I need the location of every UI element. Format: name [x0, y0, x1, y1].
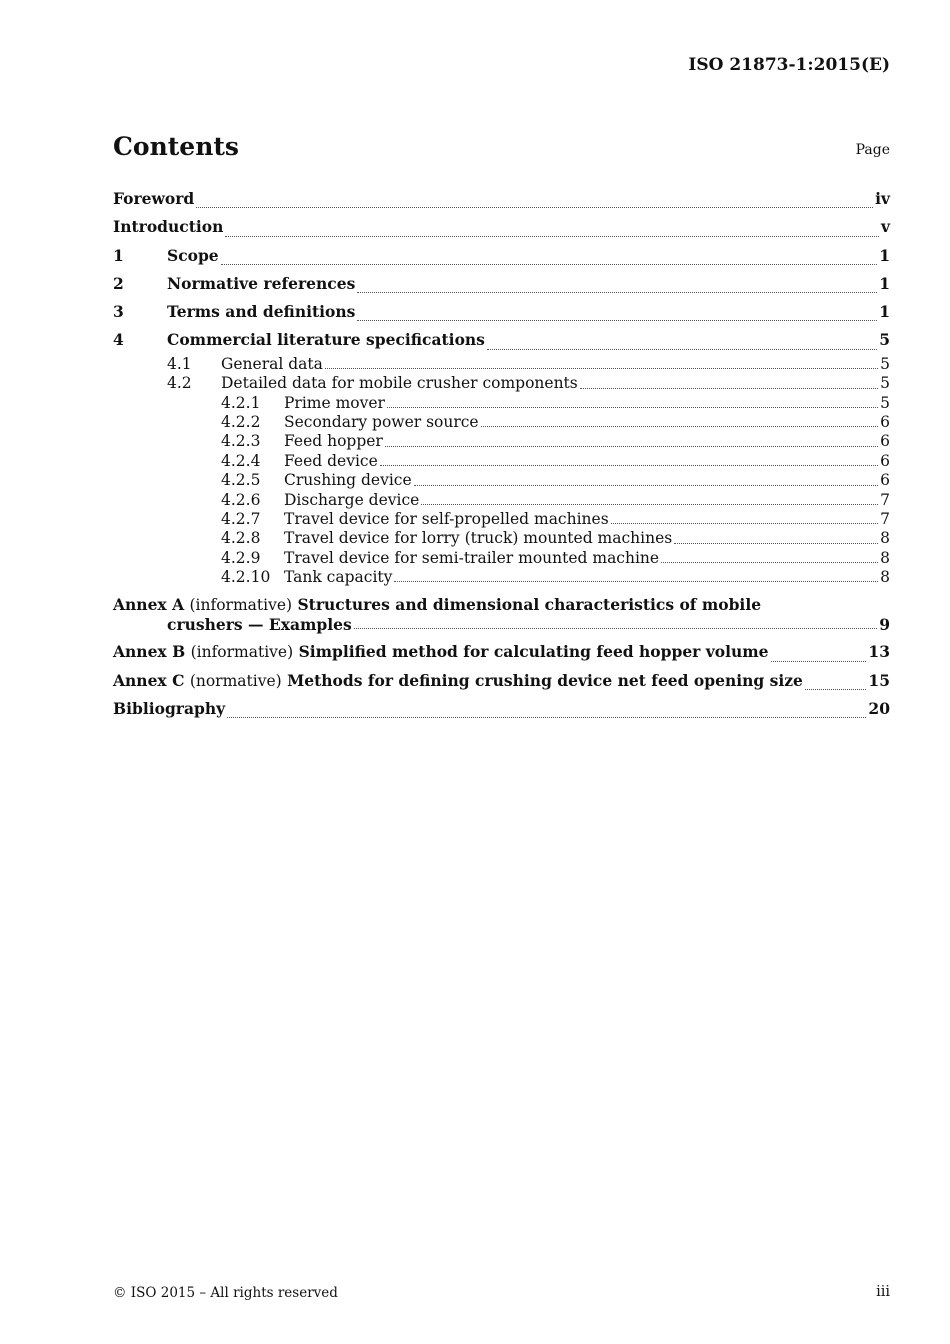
toc-entry-page: 1: [879, 245, 890, 265]
toc-leader-dots: [481, 425, 879, 427]
toc-entry-title: Travel device for semi-trailer mounted machine: [284, 548, 660, 567]
toc-entry-page: 5: [880, 374, 890, 393]
toc-leader-dots: [414, 484, 878, 486]
toc-entry-tank-capacity[interactable]: [113, 568, 890, 587]
page-title: Contents: [113, 132, 240, 161]
toc-entry-title: Travel device for lorry (truck) mounted machines: [284, 529, 673, 548]
toc-leader-dots: [421, 503, 878, 505]
toc-entry-number: 4.2.3: [221, 432, 261, 451]
toc-leader-dots: [357, 291, 877, 293]
toc-entry-travel-semi-trailer[interactable]: [113, 549, 890, 568]
toc-entry-title: Scope: [167, 245, 219, 265]
toc-entry-annex-a[interactable]: [113, 595, 890, 634]
toc-entry-page: 9: [879, 614, 890, 634]
toc-entry-page: 6: [880, 412, 890, 431]
annex-label: Annex C: [113, 670, 185, 690]
toc-entry-page: 1: [879, 273, 890, 293]
toc-entry-page: 5: [880, 393, 890, 412]
toc-entry-number: 3: [113, 302, 124, 322]
toc-entry-title: Discharge device: [284, 490, 420, 509]
toc-entry-annex-c[interactable]: [113, 667, 890, 695]
toc-leader-dots: [196, 206, 873, 208]
toc-entry-title: Tank capacity: [284, 568, 393, 587]
toc-entry-number: 4.2.8: [221, 529, 261, 548]
toc-entry-number: 4.2.10: [221, 568, 271, 587]
toc-entry-title: Foreword: [113, 189, 195, 208]
toc-entry-title: Travel device for self-propelled machines: [284, 509, 609, 528]
toc-entry-number: 4: [113, 330, 124, 350]
toc-leader-dots: [227, 716, 866, 718]
toc-entry-page: 8: [880, 548, 890, 567]
toc-entry-secondary-power-source[interactable]: [113, 413, 890, 432]
toc-leader-dots: [357, 319, 877, 321]
annex-title: Methods for defining crushing device net feed opening size: [287, 670, 803, 690]
toc-entry-normative-references[interactable]: [113, 270, 890, 298]
toc-entry-feed-device[interactable]: [113, 452, 890, 471]
toc-entry-title: General data: [221, 354, 323, 373]
annex-title: Simplified method for calculating feed hopper volume: [298, 642, 769, 662]
toc-entry-page: 1: [879, 302, 890, 322]
footer-copyright: © ISO 2015 – All rights reserved: [113, 1285, 338, 1301]
table-of-contents: [113, 185, 890, 723]
toc-entry-title: Commercial literature specifications: [167, 330, 485, 350]
toc-entry-title: Crushing device: [284, 471, 412, 490]
toc-entry-page: 20: [868, 698, 890, 718]
toc-entry-page: 15: [868, 670, 890, 690]
toc-leader-dots: [771, 660, 867, 662]
toc-entry-title: Secondary power source: [284, 412, 479, 431]
toc-entry-commercial-literature[interactable]: [113, 326, 890, 354]
toc-entry-title: Feed hopper: [284, 432, 383, 451]
toc-entry-title: Feed device: [284, 451, 378, 470]
toc-leader-dots: [225, 235, 879, 237]
toc-entry-page: 7: [880, 509, 890, 528]
toc-entry-title: Bibliography: [113, 698, 226, 718]
toc-entry-travel-lorry-mounted[interactable]: [113, 529, 890, 548]
annex-label: Annex B: [113, 642, 186, 662]
annex-kind: (normative): [189, 671, 282, 690]
toc-entry-page: 5: [879, 330, 890, 350]
toc-entry-page: v: [880, 217, 890, 237]
toc-leader-dots: [385, 445, 878, 447]
toc-entry-page: 6: [880, 451, 890, 470]
toc-leader-dots: [580, 387, 878, 389]
toc-entry-feed-hopper[interactable]: [113, 432, 890, 451]
toc-leader-dots: [611, 522, 878, 524]
annex-title-line1: Structures and dimensional characteristics of mobile: [297, 595, 762, 615]
toc-leader-dots: [674, 542, 878, 544]
toc-leader-dots: [387, 406, 878, 408]
toc-entry-number: 4.2: [167, 374, 192, 393]
toc-leader-dots: [325, 367, 878, 369]
toc-entry-page: 6: [880, 471, 890, 490]
toc-entry-page: 8: [880, 529, 890, 548]
annex-title-line2: crushers — Examples: [167, 614, 352, 634]
toc-entry-title: Terms and definitions: [167, 302, 356, 322]
toc-entry-number: 2: [113, 273, 124, 293]
toc-entry-terms-and-definitions[interactable]: [113, 298, 890, 326]
toc-entry-title: Normative references: [167, 273, 356, 293]
toc-entry-page: 7: [880, 490, 890, 509]
toc-leader-dots: [805, 688, 867, 690]
toc-entry-introduction[interactable]: [113, 213, 890, 241]
toc-leader-dots: [380, 464, 878, 466]
toc-entry-number: 4.2.6: [221, 490, 261, 509]
toc-entry-number: 1: [113, 245, 124, 265]
toc-entry-number: 4.2.2: [221, 412, 261, 431]
toc-entry-title: Detailed data for mobile crusher components: [221, 374, 578, 393]
toc-entry-number: 4.2.1: [221, 393, 261, 412]
toc-entry-page: 13: [868, 642, 890, 662]
toc-entry-foreword[interactable]: [113, 185, 890, 213]
toc-leader-dots: [661, 561, 878, 563]
toc-entry-number: 4.2.5: [221, 471, 261, 490]
toc-entry-number: 4.2.4: [221, 451, 261, 470]
toc-entry-annex-b[interactable]: [113, 638, 890, 666]
toc-entry-scope[interactable]: [113, 242, 890, 270]
toc-entry-prime-mover[interactable]: [113, 394, 890, 413]
toc-entry-page: 5: [880, 354, 890, 373]
annex-kind: (informative): [189, 596, 293, 615]
toc-entry-title: Introduction: [113, 217, 224, 237]
toc-entry-detailed-data[interactable]: [113, 374, 890, 393]
toc-entry-number: 4.2.7: [221, 509, 261, 528]
toc-entry-number: 4.1: [167, 354, 192, 373]
toc-entry-page: 8: [880, 568, 890, 587]
toc-entry-crushing-device[interactable]: [113, 471, 890, 490]
toc-entry-bibliography[interactable]: [113, 695, 890, 723]
page-column-label: Page: [855, 142, 890, 158]
annex-kind: (informative): [190, 643, 294, 662]
toc-entry-travel-self-propelled[interactable]: [113, 510, 890, 529]
toc-leader-dots: [221, 263, 878, 265]
toc-entry-page: iv: [875, 189, 890, 208]
toc-entry-number: 4.2.9: [221, 548, 261, 567]
footer-page-number: iii: [876, 1284, 890, 1300]
doc-id: ISO 21873-1:2015(E): [688, 55, 890, 75]
toc-entry-page: 6: [880, 432, 890, 451]
toc-entry-general-data[interactable]: [113, 355, 890, 374]
toc-entry-discharge-device[interactable]: [113, 491, 890, 510]
toc-leader-dots: [354, 627, 877, 629]
toc-leader-dots: [487, 348, 877, 350]
toc-entry-title: Prime mover: [284, 393, 385, 412]
annex-label: Annex A: [113, 595, 185, 615]
toc-leader-dots: [394, 580, 878, 582]
